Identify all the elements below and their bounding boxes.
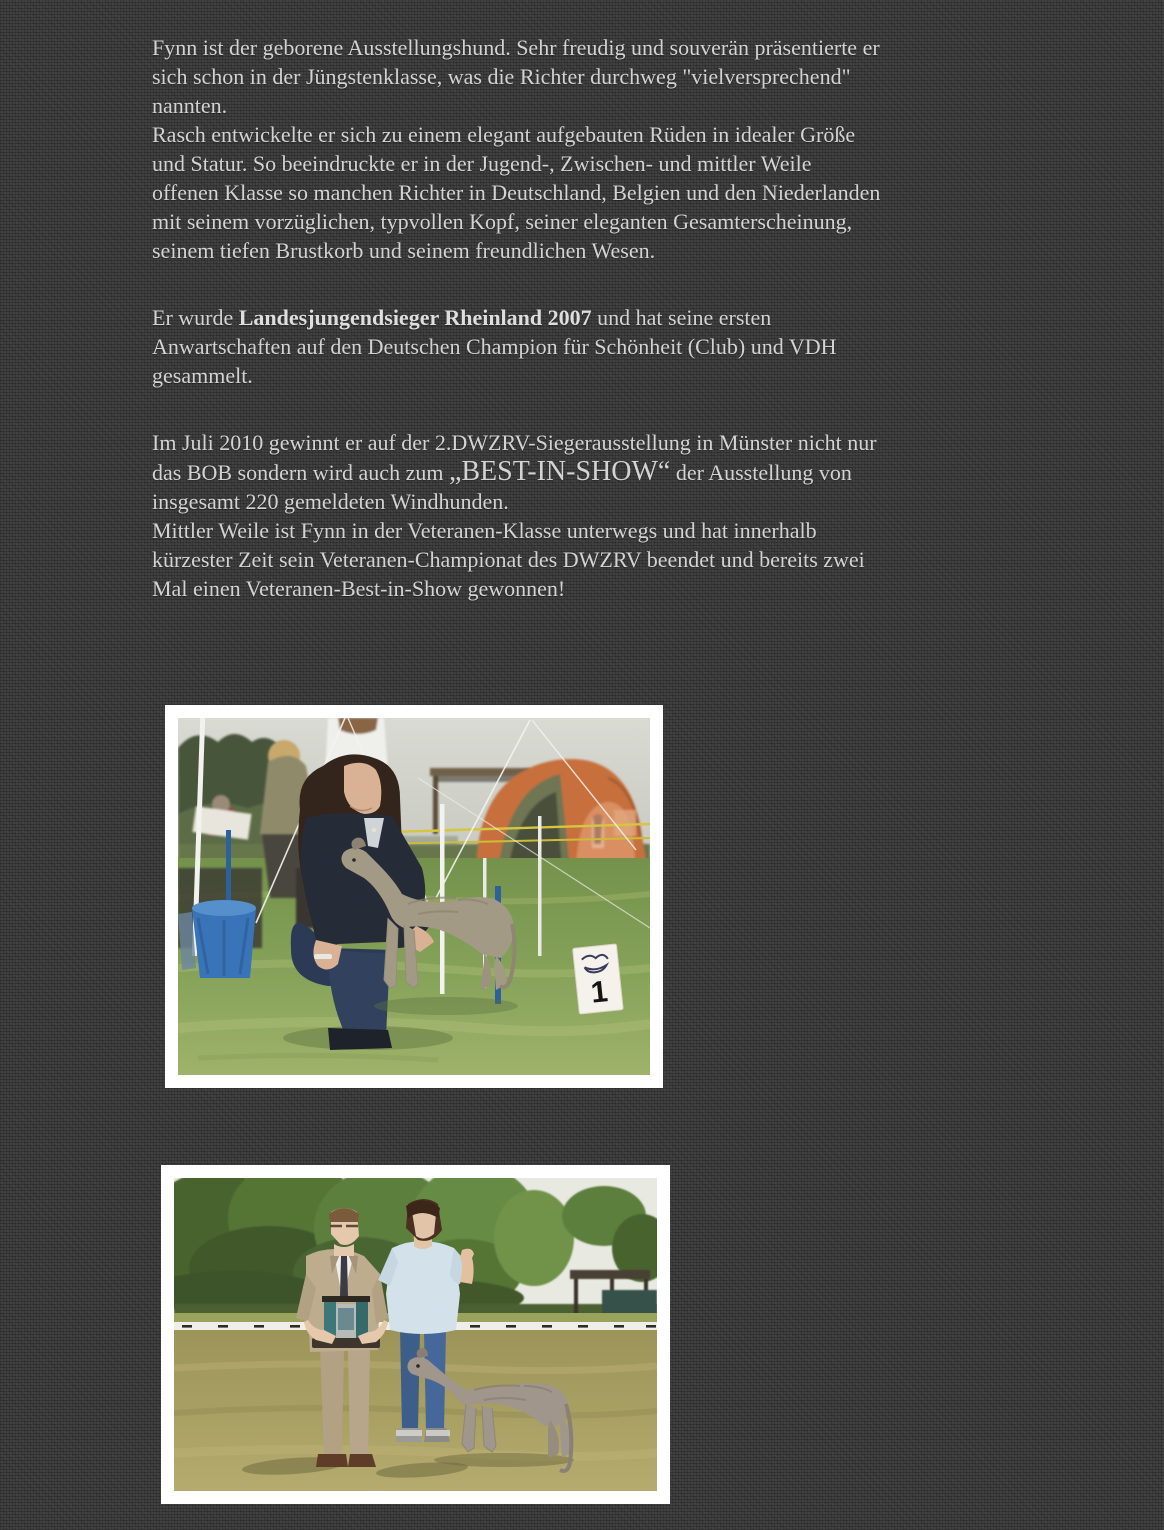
text-line bbox=[152, 303, 1104, 332]
ring-number-sign bbox=[573, 944, 624, 1014]
text-line: Mittler Weile ist Fynn in der Veteranen-Klasse unterwegs und hat innerhalb bbox=[152, 518, 817, 543]
text-segment: und hat seine ersten bbox=[591, 305, 772, 330]
photo-1-white-frame bbox=[165, 705, 663, 1088]
text-line: Anwartschaften auf den Deutschen Champion für Schönheit (Club) und VDH bbox=[152, 334, 837, 359]
photo2-image bbox=[174, 1178, 657, 1491]
text-line: offenen Klasse so manchen Richter in Deutschland, Belgien und den Niederlanden bbox=[152, 180, 881, 205]
text-line: mit seinem vorzüglichen, typvollen Kopf, seiner eleganten Gesamterscheinung, bbox=[152, 209, 853, 234]
text-line: Mal einen Veteranen-Best-in-Show gewonnen! bbox=[152, 576, 566, 601]
paragraph-3 bbox=[152, 428, 1104, 603]
paragraph-2 bbox=[152, 303, 1104, 390]
text-line: gesammelt. bbox=[152, 363, 253, 388]
award-title-bold: Landesjungendsieger Rheinland 2007 bbox=[238, 305, 592, 330]
text-line: kürzester Zeit sein Veteranen-Championat des DWZRV beendet und bereits zwei bbox=[152, 547, 865, 572]
text-segment: das BOB sondern wird auch zum bbox=[152, 460, 449, 485]
text-line: nannten. bbox=[152, 93, 228, 118]
ring-number: 1 bbox=[589, 975, 610, 1010]
text-line: seinem tiefen Brustkorb und seinem freundlichen Wesen. bbox=[152, 238, 656, 263]
photo1-image bbox=[178, 718, 650, 1075]
text-line: sich schon in der Jüngstenklasse, was die Richter durchweg "vielversprechend" bbox=[152, 64, 851, 89]
paragraph-1 bbox=[152, 33, 1104, 265]
text-segment: der Ausstellung von bbox=[670, 460, 852, 485]
text-segment: Er wurde bbox=[152, 305, 239, 330]
text-line: Fynn ist der geborene Ausstellungshund. Sehr freudig und souverän präsentierte er bbox=[152, 35, 880, 60]
text-line: Rasch entwickelte er sich zu einem elegant aufgebauten Rüden in idealer Größe bbox=[152, 122, 856, 147]
text-line bbox=[152, 457, 1104, 487]
photo-1 bbox=[165, 705, 1164, 1088]
photo-2-white-frame bbox=[161, 1165, 670, 1504]
text-line: insgesamt 220 gemeldeten Windhunden. bbox=[152, 489, 509, 514]
text-line: und Statur. So beeindruckte er in der Jugend-, Zwischen- und mittler Weile bbox=[152, 151, 812, 176]
text-line: Im Juli 2010 gewinnt er auf der 2.DWZRV-Siegerausstellung in Münster nicht nur bbox=[152, 430, 877, 455]
article-text bbox=[0, 0, 1164, 603]
best-in-show-highlight: „BEST-IN-SHOW“ bbox=[448, 456, 671, 487]
photo-2 bbox=[161, 1165, 1164, 1504]
